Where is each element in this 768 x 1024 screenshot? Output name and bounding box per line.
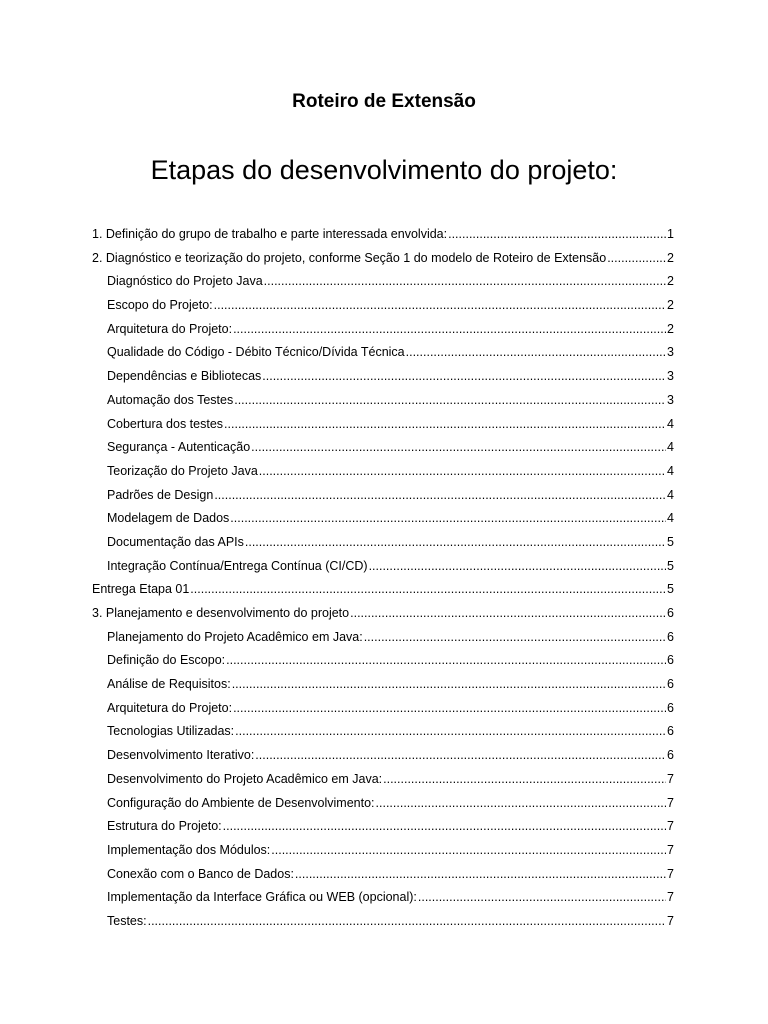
toc-entry[interactable] xyxy=(92,887,674,911)
toc-entry-text: Documentação das APIs xyxy=(107,534,244,549)
toc-entry[interactable] xyxy=(92,650,674,674)
toc-dot-leader xyxy=(406,342,666,362)
toc-page-number: 4 xyxy=(667,416,674,431)
toc-dot-leader xyxy=(148,911,666,931)
toc-entry-text: Dependências e Bibliotecas xyxy=(107,369,262,384)
toc-page-number: 6 xyxy=(667,724,674,739)
toc-entry-text: Entrega Etapa 01 xyxy=(92,582,190,597)
toc-page-number: 6 xyxy=(667,748,674,763)
toc-dot-leader xyxy=(295,864,666,884)
toc-page-number: 6 xyxy=(667,677,674,692)
toc-dot-leader xyxy=(214,295,666,315)
toc-page-number: 4 xyxy=(667,511,674,526)
toc-entry-text: Cobertura dos testes xyxy=(107,416,224,431)
toc-entry-text: Segurança - Autenticação xyxy=(107,440,251,455)
toc-entry[interactable] xyxy=(92,532,674,556)
toc-entry[interactable] xyxy=(92,745,674,769)
toc-entry[interactable] xyxy=(92,603,674,627)
toc-entry[interactable] xyxy=(92,769,674,793)
toc-dot-leader xyxy=(259,461,666,481)
toc-page-number: 6 xyxy=(667,629,674,644)
toc-entry-text: Arquitetura do Projeto: xyxy=(107,700,233,715)
toc-page-number: 7 xyxy=(667,913,674,928)
toc-entry[interactable] xyxy=(92,319,674,343)
toc-page-number: 7 xyxy=(667,819,674,834)
toc-dot-leader xyxy=(235,721,666,741)
toc-page-number: 1 xyxy=(667,227,674,241)
toc-dot-leader xyxy=(224,414,666,434)
toc-dot-leader xyxy=(271,840,666,860)
toc-entry[interactable] xyxy=(92,295,674,319)
toc-entry-text: Estrutura do Projeto: xyxy=(107,819,222,834)
toc-dot-leader xyxy=(350,603,666,623)
toc-entry[interactable] xyxy=(92,840,674,864)
table-of-contents xyxy=(92,224,674,935)
toc-dot-leader xyxy=(383,769,666,789)
toc-entry[interactable] xyxy=(92,224,674,248)
toc-page-number: 7 xyxy=(667,795,674,810)
toc-entry[interactable] xyxy=(92,390,674,414)
toc-entry[interactable] xyxy=(92,864,674,888)
toc-entry[interactable] xyxy=(92,485,674,509)
toc-entry-text: 2. Diagnóstico e teorização do projeto, conforme Seção 1 do modelo de Roteiro de Extensão xyxy=(92,250,607,265)
toc-dot-leader xyxy=(251,437,666,457)
toc-entry-text: Arquitetura do Projeto: xyxy=(107,321,233,336)
toc-entry-text: Automação dos Testes xyxy=(107,392,234,407)
toc-dot-leader xyxy=(226,650,666,670)
toc-entry-text: Implementação dos Módulos: xyxy=(107,842,271,857)
toc-dot-leader xyxy=(255,745,666,765)
toc-entry-text: Análise de Requisitos: xyxy=(107,677,231,692)
toc-entry-text: Configuração do Ambiente de Desenvolvimento: xyxy=(107,795,375,810)
toc-entry-text: Conexão com o Banco de Dados: xyxy=(107,866,294,881)
toc-entry[interactable] xyxy=(92,556,674,580)
toc-entry-text: Desenvolvimento Iterativo: xyxy=(107,748,255,763)
toc-entry-text: Escopo do Projeto: xyxy=(107,298,213,313)
toc-page-number: 4 xyxy=(667,463,674,478)
toc-dot-leader xyxy=(369,556,666,576)
toc-entry[interactable] xyxy=(92,461,674,485)
toc-page-number: 5 xyxy=(667,558,674,573)
toc-dot-leader xyxy=(232,674,666,694)
toc-page-number: 7 xyxy=(667,771,674,786)
document-title: Roteiro de Extensão xyxy=(292,91,476,112)
toc-entry-text: 3. Planejamento e desenvolvimento do projeto xyxy=(92,606,350,620)
toc-entry-text: Qualidade do Código - Débito Técnico/Dívida Técnica xyxy=(107,345,405,360)
toc-page-number: 6 xyxy=(667,700,674,715)
toc-page-number: 6 xyxy=(667,653,674,668)
toc-entry-text: Padrões de Design xyxy=(107,487,214,502)
toc-page-number: 6 xyxy=(667,606,674,620)
toc-entry[interactable] xyxy=(92,508,674,532)
toc-entry-text: Definição do Escopo: xyxy=(107,653,226,668)
toc-entry[interactable] xyxy=(92,248,674,272)
toc-page-number: 3 xyxy=(667,345,674,360)
toc-entry[interactable] xyxy=(92,793,674,817)
toc-dot-leader xyxy=(190,579,666,599)
toc-entry-text: Tecnologias Utilizadas: xyxy=(107,724,235,739)
toc-entry-text: Modelagem de Dados xyxy=(107,511,230,526)
document-heading: Etapas do desenvolvimento do projeto: xyxy=(150,155,618,185)
toc-entry[interactable] xyxy=(92,721,674,745)
toc-entry[interactable] xyxy=(92,579,674,603)
toc-entry[interactable] xyxy=(92,366,674,390)
toc-entry-text: Testes: xyxy=(107,913,147,928)
toc-dot-leader xyxy=(364,627,666,647)
toc-entry[interactable] xyxy=(92,627,674,651)
toc-page-number: 4 xyxy=(667,487,674,502)
toc-page-number: 7 xyxy=(667,890,674,905)
toc-entry[interactable] xyxy=(92,911,674,935)
toc-dot-leader xyxy=(418,887,666,907)
toc-dot-leader xyxy=(214,485,666,505)
toc-page-number: 2 xyxy=(667,250,674,265)
toc-entry-text: 1. Definição do grupo de trabalho e parte interessada envolvida: xyxy=(92,227,448,241)
toc-entry[interactable] xyxy=(92,437,674,461)
toc-dot-leader xyxy=(264,271,666,291)
toc-entry-text: Desenvolvimento do Projeto Acadêmico em Java: xyxy=(107,771,383,786)
toc-dot-leader xyxy=(245,532,666,552)
toc-entry-text: Implementação da Interface Gráfica ou WEB (opcional): xyxy=(107,890,417,905)
toc-page-number: 2 xyxy=(667,274,674,289)
toc-dot-leader xyxy=(233,319,666,339)
toc-entry[interactable] xyxy=(92,816,674,840)
toc-dot-leader xyxy=(607,248,666,268)
toc-dot-leader xyxy=(262,366,666,386)
toc-page-number: 7 xyxy=(667,866,674,881)
toc-page-number: 3 xyxy=(667,392,674,407)
toc-dot-leader xyxy=(233,698,666,718)
toc-entry-text: Diagnóstico do Projeto Java xyxy=(107,274,263,289)
toc-page-number: 7 xyxy=(667,842,674,857)
toc-page-number: 3 xyxy=(667,369,674,384)
toc-entry-text: Teorização do Projeto Java xyxy=(107,463,258,478)
toc-dot-leader xyxy=(448,224,666,244)
toc-page-number: 2 xyxy=(667,298,674,313)
toc-entry[interactable] xyxy=(92,414,674,438)
toc-entry-text: Integração Contínua/Entrega Contínua (CI/CD) xyxy=(107,558,368,573)
toc-dot-leader xyxy=(230,508,666,528)
toc-dot-leader xyxy=(234,390,666,410)
toc-page-number: 2 xyxy=(667,321,674,336)
toc-entry-text: Planejamento do Projeto Acadêmico em Java: xyxy=(107,629,363,644)
toc-dot-leader xyxy=(223,816,666,836)
toc-page-number: 4 xyxy=(667,440,674,455)
toc-entry[interactable] xyxy=(92,698,674,722)
toc-entry[interactable] xyxy=(92,674,674,698)
toc-page-number: 5 xyxy=(667,534,674,549)
toc-entry[interactable] xyxy=(92,342,674,366)
toc-page-number: 5 xyxy=(667,582,674,597)
toc-entry[interactable] xyxy=(92,271,674,295)
toc-dot-leader xyxy=(376,793,667,813)
